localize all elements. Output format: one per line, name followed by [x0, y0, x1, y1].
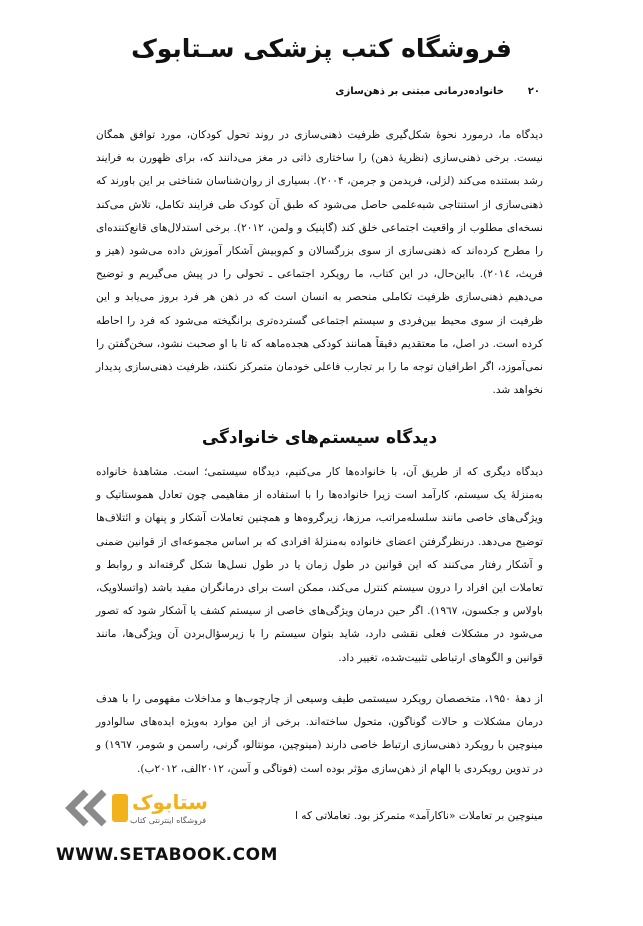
- body-paragraph-2: دیدگاه دیگری که از طریق آن، با خانواده‌ها کار می‌کنیم، دیدگاه سیستمی؛ است. مشاهدهٔ خانواده به‌منزلهٔ یک سیستم، کارآمد است زیرا خانواده‌ها را با استفاده از مفاهیمی چون تعادل هموستاتیک و ویژگی‌های خاصی مانند سلسله‌مراتب، مرزها، زیرگروه‌ها و همچنین تعاملات آشکار و پنهان و ائتلاف‌ها توضیح می‌دهد. درنظرگرفتن اعضای خانواده به‌منزلهٔ افرادی که بر اساس مجموعه‌ای از قوانین ضمنی و آشکار رفتار می‌کنند که این قوانین در طول زمان یا در طول نسل‌ها شکل گرفته‌اند و روابط و تعاملات این افراد را درون سیستم کنترل می‌کند، ممکن است برای درمانگران مفید باشد (واتسلاویک، باولاس و جکسون، ۱۹٦۷). اگر حین درمان ویژگی‌های خاصی از سیستم کشف یا آشکار شود که تصور می‌شود در مشکلات فعلی نقشی دارد، شاید بتوان سیستم را با زیرسؤال‌بردن آن ویژگی‌ها، مانند قوانین و الگوهای ارتباطی تثبیت‌شده، تغییر داد.: [96, 466, 543, 664]
- body-paragraph-3: از دههٔ ۱۹۵۰، متخصصان رویکرد سیستمی طیف وسیعی از چارچوب‌ها و مداخلات مفهومی را با هدف درمان مشکلات و حالات گوناگون، متحول ساخته‌اند. برخی از این موارد به‌ویژه ایده‌های سالوادور مینوچین با رویکرد ذهنی‌سازی ارتباط خاصی دارند (مینوچین، مونتالو، گرنی، راسمن و شومر، ۱۹٦۷) و در تدوین رویکردی با الهام از ذهن‌سازی مؤثر بوده است (فوناگی و آسن، ۲۰۱۲الف، ۲۰۱۲ب).: [96, 693, 544, 775]
- brand-tagline: فروشگاه اینترنتی کتاب: [130, 816, 207, 825]
- setabook-logo: [62, 786, 236, 830]
- running-title: خانواده‌درمانی مبتنی بر ذهن‌سازی: [335, 86, 504, 97]
- chevron-logo-icon: [62, 786, 132, 830]
- body-paragraph-1: دیدگاه ما، درمورد نحوهٔ شکل‌گیری ظرفیت ذهنی‌سازی در روند تحول کودکان، مورد توافق همگان نیست. برخی ذهنی‌سازی (نظریهٔ ذهن) را ساختاری ذاتی در مغز می‌دانند که، برای ظهورن به فرایند رشد بستنده می‌کند (لزلی، فریدمن و جرمن، ۲۰۰۴). بسیاری از روان‌شناسان شناختی بر این باورند که ذهنی‌سازی از استنتاجی شبه‌علمی حاصل می‌شود که طبق آن کودک طی فرایند تکامل، تلاش می‌کند نسخه‌ای مطلوب از واقعیت اجتماعی خلق کند (گاپنیک و ولمن، ۲۰۱۲). برخی استدلال‌های قانع‌کننده‌ای را مطرح کرده‌اند که ذهنی‌سازی از سوی بزرگسالان و کم‌وبیش آشکار آموزش داده می‌شود (هیز و فریث، ۲۰۱٤). بااین‌حال، در این کتاب، ما رویکرد اجتماعی ـ تحولی را در پیش می‌گیریم و توضیح می‌دهیم ذهنی‌سازی ظرفیت تکاملی منحصر به انسان است که در ذهن هر فرد بروز می‌یابد و این ظرفیت از سوی محیط بین‌فردی و سیستم اجتماعی گسترده‌تری برانگیخته می‌شود که فرد را احاطه کرده است. در اصل، ما معتقدیم دقیقاً همانند کودکی هجده‌ماهه که تا با او صحبت نشود، سخن‌گفتن را نمی‌آموزد، اگر اطرافیان توجه ما را بر تجارب فاعلی خودمان متمرکز نکنند، ظرفیت ذهنی‌سازی پدیدار نخواهد شد.: [96, 129, 544, 397]
- section-heading: دیدگاه سیستم‌های خانوادگی: [201, 428, 438, 448]
- running-header: [108, 86, 540, 104]
- body-paragraph-4: مینوچین بر تعاملات «ناکارآمد» متمرکز بود. تعاملاتی که ا: [294, 810, 543, 822]
- brand-name: ستابوک: [132, 790, 208, 814]
- page-number: ۲۰: [527, 86, 540, 97]
- store-banner-title: فروشگاه کتب پزشکی سـتابوک: [131, 34, 512, 63]
- website-url: WWW.SETABOOK.COM: [56, 845, 278, 865]
